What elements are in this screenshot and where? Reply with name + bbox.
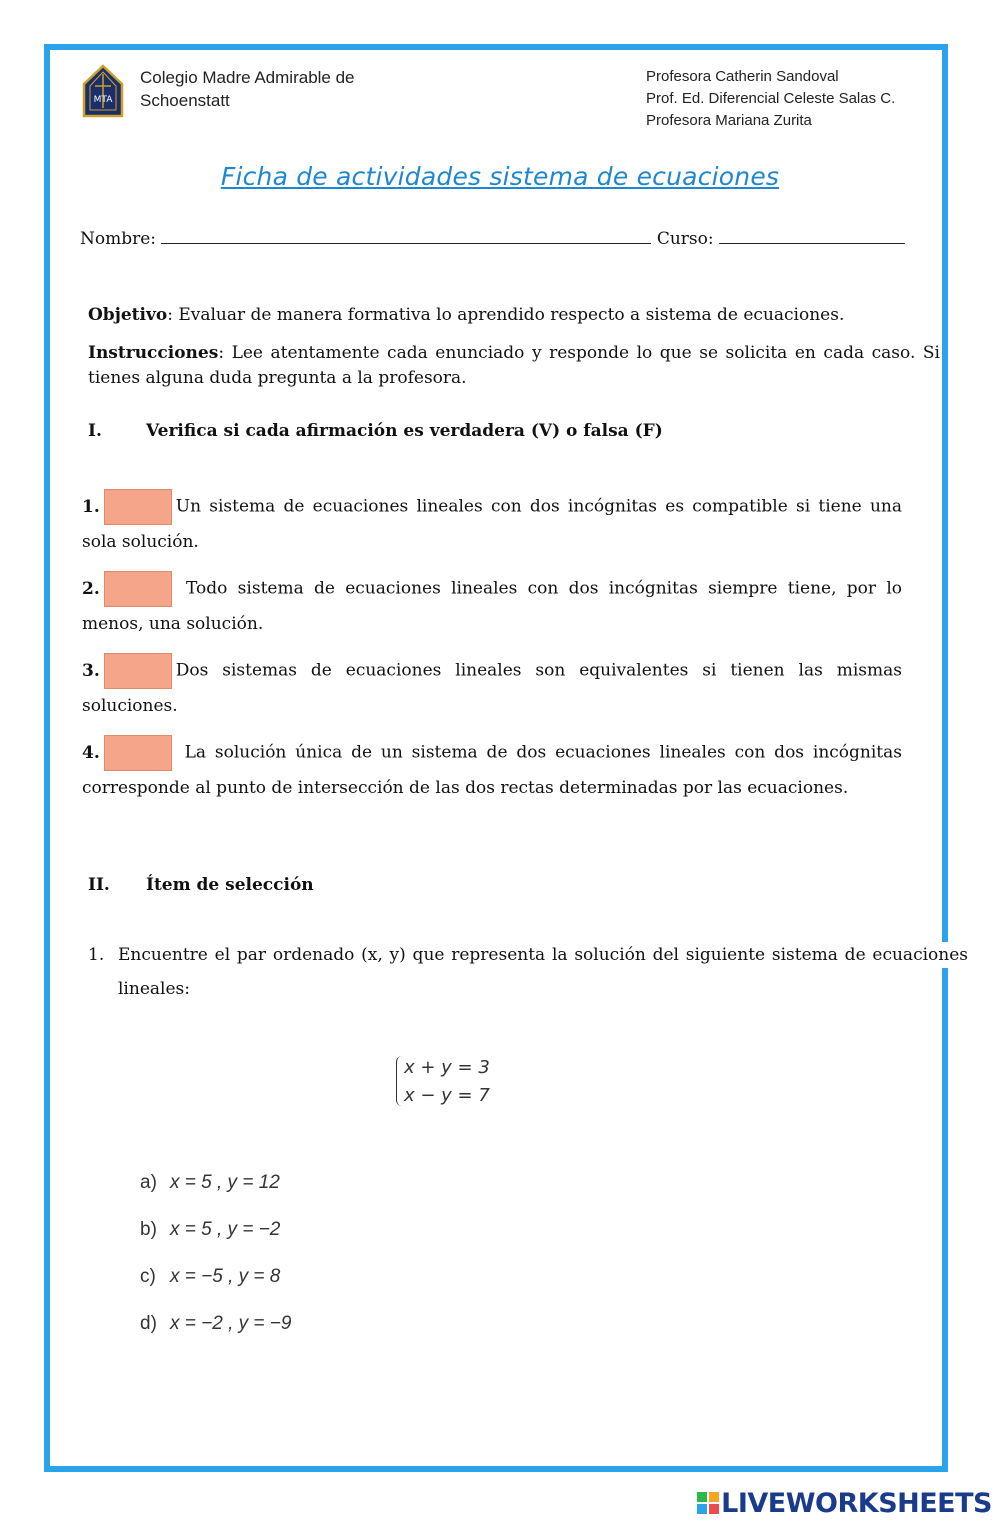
tf-item-number: 1.	[82, 496, 100, 517]
section-1-number: I.	[88, 421, 102, 441]
tf-item-number: 2.	[82, 578, 100, 599]
teacher-1: Profesora Catherin Sandoval	[646, 68, 839, 85]
option-value: x = −2 , y = −9	[170, 1313, 292, 1334]
tf-item-2	[82, 571, 902, 641]
question-text: Encuentre el par ordenado (x, y) que representa la solución del siguiente sistema de ecuaciones lineales:	[118, 945, 968, 999]
name-label: Nombre:	[80, 229, 157, 249]
option-d[interactable]	[140, 1313, 291, 1335]
liveworksheets-icon	[697, 1492, 719, 1514]
school-name	[140, 66, 355, 112]
tf-item-4	[82, 735, 902, 805]
school-crest-icon	[80, 64, 126, 120]
tf-item-number: 3.	[82, 660, 100, 681]
tf-item-text: Un sistema de ecuaciones lineales con dos incógnitas es compatible si tiene una sola solución.	[82, 496, 902, 552]
equation-2: x − y = 7	[404, 1085, 490, 1106]
option-b[interactable]	[140, 1219, 280, 1241]
tf-answer-box-2[interactable]	[104, 571, 172, 607]
teacher-3: Profesora Mariana Zurita	[646, 112, 812, 129]
section-1-heading	[88, 421, 663, 441]
liveworksheets-text: LIVEWORKSHEETS	[721, 1488, 992, 1519]
section-2-heading	[88, 875, 314, 895]
objective-text: : Evaluar de manera formativa lo aprendido respecto a sistema de ecuaciones.	[167, 305, 845, 325]
teachers-list	[646, 66, 895, 132]
tf-item-text: Todo sistema de ecuaciones lineales con dos incógnitas siempre tiene, por lo menos, una solución.	[82, 578, 902, 634]
school-name-line1: Colegio Madre Admirable de	[140, 68, 355, 87]
liveworksheets-logo	[697, 1488, 992, 1519]
tf-answer-box-1[interactable]	[104, 489, 172, 525]
equation-system	[396, 1054, 490, 1110]
tf-answer-box-3[interactable]	[104, 653, 172, 689]
tf-item-1	[82, 489, 902, 559]
tf-item-text: La solución única de un sistema de dos ecuaciones lineales con dos incógnitas corresponde al punto de intersección de las dos rectas determinadas por las ecuaciones.	[82, 742, 902, 798]
section-2-title: Ítem de selección	[146, 875, 314, 895]
option-letter: a)	[140, 1172, 157, 1193]
student-info-row	[80, 229, 905, 249]
tf-item-number: 4.	[82, 742, 100, 763]
option-letter: c)	[140, 1266, 156, 1287]
question-number: 1.	[88, 945, 105, 965]
selection-question-1	[88, 938, 968, 1006]
objective	[88, 303, 940, 328]
tf-answer-box-4[interactable]	[104, 735, 172, 771]
option-value: x = −5 , y = 8	[170, 1266, 281, 1287]
option-c[interactable]	[140, 1266, 280, 1288]
option-a[interactable]	[140, 1172, 280, 1194]
teacher-2: Prof. Ed. Diferencial Celeste Salas C.	[646, 90, 896, 107]
course-label: Curso:	[656, 229, 714, 249]
option-letter: b)	[140, 1219, 157, 1240]
tf-item-text: Dos sistemas de ecuaciones lineales son equivalentes si tienen las mismas soluciones.	[82, 660, 902, 716]
name-input-line[interactable]	[161, 229, 651, 244]
course-input-line[interactable]	[719, 229, 905, 244]
instructions-text: : Lee atentamente cada enunciado y responde lo que se solicita en cada caso. Si tienes alguna duda pregunta a la profesora.	[88, 343, 940, 388]
option-value: x = 5 , y = −2	[170, 1219, 281, 1240]
equation-1: x + y = 3	[404, 1057, 490, 1078]
instructions-label: Instrucciones	[88, 343, 219, 363]
crest-letters: MTA	[93, 95, 113, 105]
option-letter: d)	[140, 1313, 157, 1334]
instructions	[88, 341, 940, 391]
section-1-title: Verifica si cada afirmación es verdadera (V) o falsa (F)	[146, 421, 663, 441]
tf-item-3	[82, 653, 902, 723]
section-2-number: II.	[88, 875, 110, 895]
worksheet-title: Ficha de actividades sistema de ecuaciones	[220, 162, 780, 191]
school-name-line2: Schoenstatt	[140, 91, 230, 110]
objective-label: Objetivo	[88, 305, 168, 325]
system-brace	[396, 1056, 403, 1106]
option-value: x = 5 , y = 12	[170, 1172, 280, 1193]
